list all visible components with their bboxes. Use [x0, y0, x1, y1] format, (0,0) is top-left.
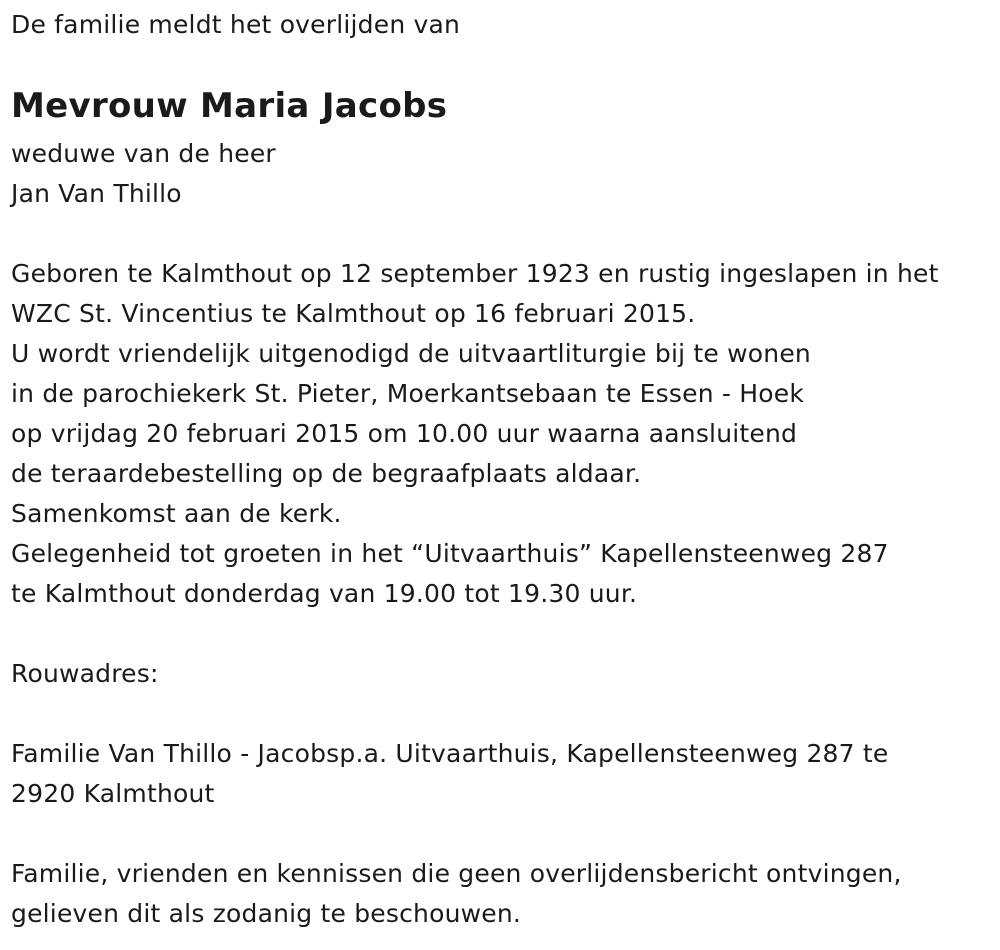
intro-text: De familie meldt het overlijden van	[11, 10, 461, 39]
body-line: de teraardebestelling op de begraafplaats aldaar.	[11, 459, 642, 488]
body-line: op vrijdag 20 februari 2015 om 10.00 uur waarna aansluitend	[11, 419, 798, 448]
body-block	[11, 254, 939, 614]
body-line: Geboren te Kalmthout op 12 september 1923 en rustig ingeslapen in het	[11, 259, 939, 288]
spouse-block	[11, 134, 276, 214]
address-line: Familie Van Thillo - Jacobsp.a. Uitvaarthuis, Kapellensteenweg 287 te	[11, 739, 889, 768]
body-line: Gelegenheid tot groeten in het “Uitvaarthuis” Kapellensteenweg 287	[11, 539, 889, 568]
body-line: te Kalmthout donderdag van 19.00 tot 19.30 uur.	[11, 579, 638, 608]
spouse-line: weduwe van de heer	[11, 139, 276, 168]
address-line: 2920 Kalmthout	[11, 779, 215, 808]
deceased-name: Mevrouw Maria Jacobs	[11, 86, 448, 126]
closing-line: Familie, vrienden en kennissen die geen overlijdensbericht ontvingen,	[11, 859, 902, 888]
address-block	[11, 734, 889, 814]
body-line: Samenkomst aan de kerk.	[11, 499, 342, 528]
body-line: in de parochiekerk St. Pieter, Moerkantsebaan te Essen - Hoek	[11, 379, 805, 408]
closing-block	[11, 854, 902, 934]
address-label: Rouwadres:	[11, 659, 159, 688]
spouse-line: Jan Van Thillo	[11, 179, 182, 208]
body-line: U wordt vriendelijk uitgenodigd de uitvaartliturgie bij te wonen	[11, 339, 811, 368]
address-label-block	[11, 654, 159, 694]
body-line: WZC St. Vincentius te Kalmthout op 16 februari 2015.	[11, 299, 696, 328]
closing-line: gelieven dit als zodanig te beschouwen.	[11, 899, 522, 928]
